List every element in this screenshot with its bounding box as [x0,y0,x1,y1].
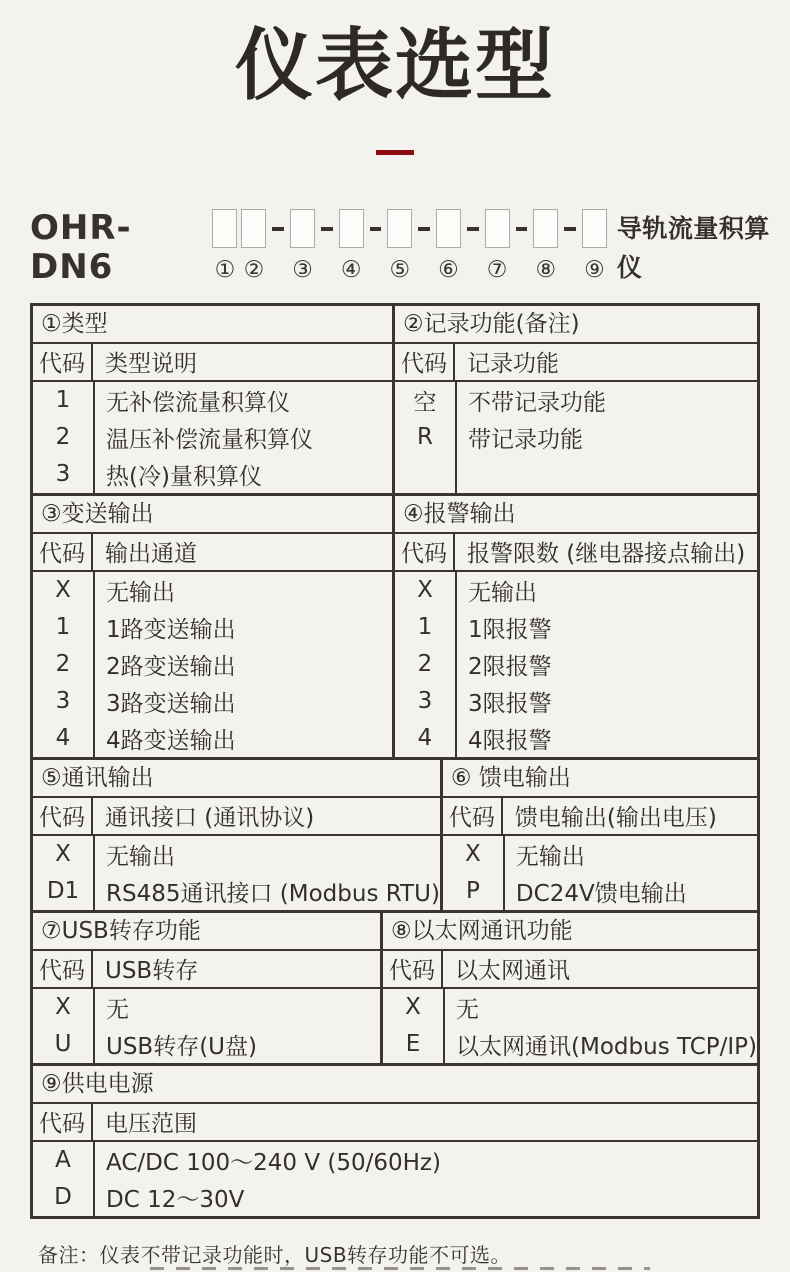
desc-header: 馈电输出(输出电压) [514,805,717,832]
desc-cell: 无输出 [515,843,585,870]
desc-header: 通讯接口 (通讯协议) [105,805,315,832]
code-header: 代码 [33,1104,93,1140]
cropped-next-line-artifact [150,1267,650,1270]
section-rows [383,989,757,1063]
section-title: ⑦USB转存功能 [33,913,380,951]
section-rows [33,1142,757,1216]
code-cell: X [55,577,71,604]
code-cell: 1 [417,614,433,641]
model-code-line [0,209,790,287]
section-usb-function [33,913,383,1063]
section-ethernet-function [383,913,757,1063]
section-rows [33,836,440,910]
model-position-1 [212,209,237,283]
section-title: ②记录功能(备注) [395,306,757,344]
section-rows [33,989,380,1063]
section-title: ④报警输出 [395,496,757,534]
section-title: ⑥ 馈电输出 [443,760,757,798]
desc-header: 输出通道 [105,541,197,568]
column-divider [443,989,445,1063]
section-title: ⑤通讯输出 [33,760,440,798]
model-position-6 [436,209,461,283]
model-code-box [485,209,510,248]
model-dash [272,227,284,231]
model-position-7 [485,209,510,283]
section-power-supply [33,1066,757,1216]
desc-header: 电压范围 [105,1111,197,1138]
desc-cell: 3路变送输出 [106,690,236,717]
model-code-box [533,209,558,248]
code-cell: 2 [55,424,71,451]
model-position-2 [241,209,266,283]
desc-header: 报警限数 (继电器接点输出) [467,541,746,568]
model-prefix: OHR-DN6 [30,207,132,287]
desc-cell: RS485通讯接口 (Modbus RTU) [106,880,440,907]
code-cell: R [417,424,433,451]
section-header [33,951,380,989]
model-code-box [436,209,461,248]
code-cell: X [55,994,71,1021]
column-divider [455,382,457,493]
code-header: 代码 [33,798,93,834]
model-dash [321,227,333,231]
desc-header: USB转存 [105,958,199,985]
section-header [33,534,392,572]
code-cell: 1 [55,387,71,414]
section-header [395,344,757,382]
position-number: ④ [340,256,362,283]
section-feed-output [443,760,757,910]
position-number: ② [243,256,265,283]
position-number: ⑨ [584,256,605,283]
section-title: ①类型 [33,306,392,344]
code-cell: 3 [417,688,433,715]
section-rows [443,836,757,910]
code-cell: X [55,841,71,868]
desc-cell: 无补偿流量积算仪 [106,389,290,416]
code-cell: E [405,1031,421,1058]
code-header: 代码 [33,344,93,380]
code-cell: 1 [55,614,71,641]
section-header [33,1104,757,1142]
code-cell: 空 [413,389,437,416]
position-number: ⑦ [486,256,508,283]
section-type [33,306,395,493]
section-title: ③变送输出 [33,496,392,534]
desc-cell: 1限报警 [468,616,552,643]
section-rows [33,572,392,757]
code-cell: X [417,577,433,604]
model-dash [467,227,479,231]
position-number: ① [214,256,236,283]
desc-cell: AC/DC 100～240 V (50/60Hz) [106,1149,441,1176]
desc-cell: DC 12～30V [106,1186,245,1213]
model-dash [418,227,430,231]
model-dash [516,227,528,231]
section-header [33,344,392,382]
selection-table [30,303,760,1219]
column-divider [93,1142,95,1216]
position-number: ⑤ [389,256,411,283]
section-header [395,534,757,572]
column-divider [93,382,95,493]
model-dash [564,227,576,231]
section-title: ⑨供电电源 [33,1066,757,1104]
model-suffix: 导轨流量积算仪 [616,213,770,282]
desc-cell: 带记录功能 [468,426,583,453]
section-rows [395,382,757,493]
model-code-box [241,209,266,248]
model-code-box [387,209,412,248]
model-position-8 [533,209,558,283]
position-number: ⑧ [535,256,557,283]
code-cell: 3 [55,688,71,715]
code-header: 代码 [443,798,503,834]
section-alarm-output [395,496,757,757]
code-header: 代码 [383,951,443,987]
code-cell: P [465,878,480,905]
section-title: ⑧以太网通讯功能 [383,913,757,951]
section-rows [395,572,757,757]
section-header [443,798,757,836]
desc-cell: 以太网通讯(Modbus TCP/IP) [456,1033,757,1060]
code-header: 代码 [33,534,93,570]
model-code-box [582,209,607,248]
section-transmit-output [33,496,395,757]
desc-cell: 2路变送输出 [106,653,236,680]
code-cell: 2 [417,651,433,678]
code-header: 代码 [395,534,455,570]
section-comm-output [33,760,443,910]
code-cell: 2 [55,651,71,678]
desc-cell: 无输出 [106,579,175,606]
code-cell: 3 [55,461,71,488]
table-row-pair-4 [33,913,757,1066]
title-divider-dash [376,150,414,155]
desc-cell: 无 [456,996,480,1023]
desc-cell: 热(冷)量积算仪 [106,463,262,490]
desc-cell: 无输出 [468,579,537,606]
table-row-pair-2 [33,496,757,760]
column-divider [93,836,95,910]
code-cell: 4 [417,725,433,752]
desc-cell: 2限报警 [468,653,552,680]
desc-cell: 4限报警 [468,727,552,754]
code-cell: X [465,841,481,868]
section-record-function [395,306,757,493]
section-header [383,951,757,989]
code-cell: U [54,1031,72,1058]
code-header: 代码 [33,951,93,987]
model-code-box [212,209,237,248]
model-position-4 [339,209,364,283]
desc-cell: DC24V馈电输出 [515,880,687,907]
code-cell: X [405,994,421,1021]
desc-header: 类型说明 [105,351,197,378]
model-position-9 [582,209,607,283]
code-cell: D1 [46,878,80,905]
table-row-power [33,1066,757,1216]
desc-cell: USB转存(U盘) [106,1033,257,1060]
column-divider [93,989,95,1063]
column-divider [93,572,95,757]
section-rows [33,382,392,493]
desc-cell: 1路变送输出 [106,616,236,643]
desc-cell: 3限报警 [468,690,552,717]
model-code-box [290,209,315,248]
desc-cell: 无 [106,996,129,1023]
position-number: ⑥ [438,256,459,283]
model-code-box [339,209,364,248]
column-divider [455,572,457,757]
model-dash [370,227,382,231]
desc-cell: 温压补偿流量积算仪 [106,426,313,453]
code-cell: D [54,1184,72,1211]
desc-cell: 4路变送输出 [106,727,236,754]
model-position-3 [290,209,315,283]
table-row-pair-3 [33,760,757,913]
position-number: ③ [292,256,313,283]
page-title: 仪表选型 [234,21,555,111]
desc-header: 以太网通讯 [455,958,571,985]
column-divider [503,836,505,910]
code-cell: 4 [55,725,71,752]
table-row-pair-1 [33,306,757,496]
code-header: 代码 [395,344,455,380]
desc-header: 记录功能 [467,351,559,378]
code-cell: A [55,1147,71,1174]
section-header [33,798,440,836]
desc-cell: 无输出 [106,843,175,870]
model-position-5 [387,209,412,283]
footnote: 备注：仪表不带记录功能时，USB转存功能不可选。 [38,1242,512,1267]
desc-cell: 不带记录功能 [468,389,606,416]
